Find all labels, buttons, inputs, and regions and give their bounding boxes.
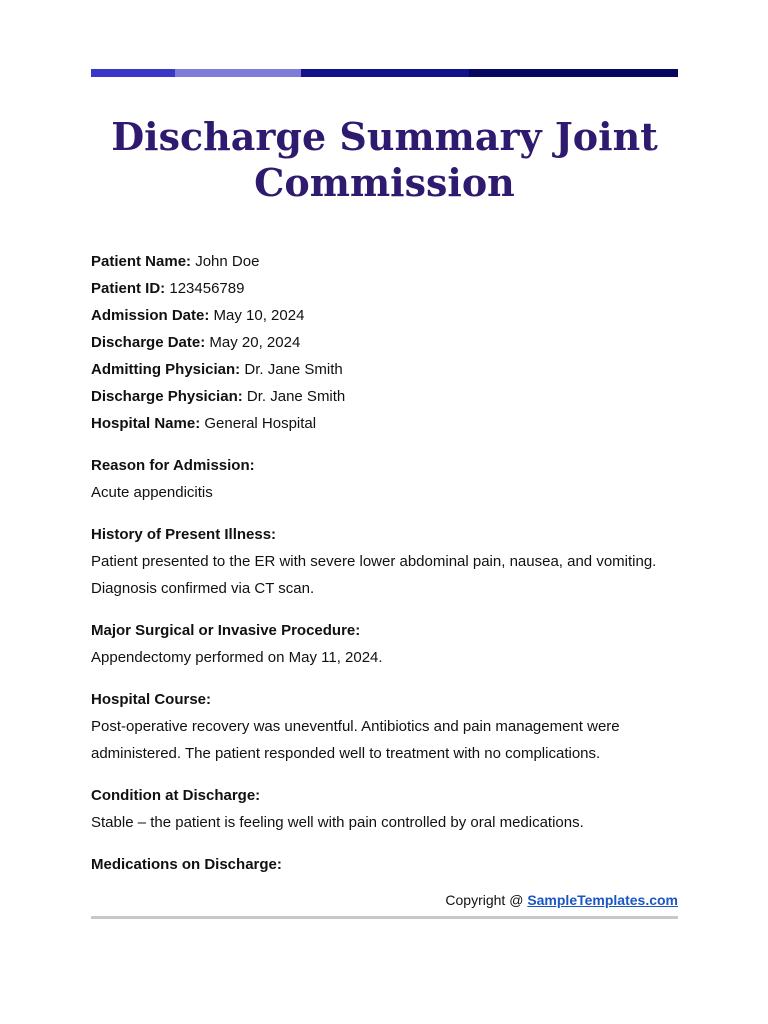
section-heading: Medications on Discharge: bbox=[91, 856, 282, 873]
section-condition-at-discharge bbox=[91, 782, 678, 836]
field-label: Admitting Physician: bbox=[91, 361, 241, 378]
field-discharge-date bbox=[91, 329, 678, 356]
accent-bar-segment-3 bbox=[301, 69, 469, 77]
section-medications-on-discharge bbox=[91, 851, 678, 878]
field-hospital-name bbox=[91, 410, 678, 437]
section-heading: Major Surgical or Invasive Procedure: bbox=[91, 622, 361, 639]
field-value: Dr. Jane Smith bbox=[244, 361, 343, 378]
field-value: 123456789 bbox=[169, 280, 245, 297]
accent-bar-segment-1 bbox=[91, 69, 175, 77]
field-label: Admission Date: bbox=[91, 307, 210, 324]
section-heading: Reason for Admission: bbox=[91, 457, 255, 474]
document-page bbox=[91, 0, 678, 1024]
document-title: Discharge Summary Joint Commission bbox=[111, 114, 658, 205]
footer-copyright bbox=[91, 889, 678, 911]
field-value: May 20, 2024 bbox=[209, 334, 301, 351]
section-heading: Hospital Course: bbox=[91, 691, 212, 708]
field-label: Patient ID: bbox=[91, 280, 166, 297]
document-content bbox=[91, 248, 678, 893]
field-admission-date bbox=[91, 302, 678, 329]
section-major-procedure bbox=[91, 617, 678, 671]
section-heading: History of Present Illness: bbox=[91, 526, 277, 543]
field-value: May 10, 2024 bbox=[213, 307, 305, 324]
field-label: Hospital Name: bbox=[91, 415, 201, 432]
field-admitting-physician bbox=[91, 356, 678, 383]
section-heading: Condition at Discharge: bbox=[91, 787, 261, 804]
field-label: Patient Name: bbox=[91, 253, 192, 270]
sampletemplates-link[interactable]: SampleTemplates.com bbox=[527, 892, 678, 908]
footer-divider bbox=[91, 916, 678, 919]
copyright-text: Copyright @ bbox=[445, 892, 528, 908]
accent-bar-segment-4 bbox=[469, 69, 678, 77]
field-patient-id bbox=[91, 275, 678, 302]
section-body: Acute appendicitis bbox=[91, 484, 213, 501]
field-discharge-physician bbox=[91, 383, 678, 410]
field-label: Discharge Date: bbox=[91, 334, 206, 351]
section-body: Patient presented to the ER with severe lower abdominal pain, nausea, and vomiting. Diagnosis confirmed via CT scan. bbox=[91, 553, 657, 597]
section-history-of-present-illness bbox=[91, 521, 678, 602]
section-body: Post-operative recovery was uneventful. Antibiotics and pain management were administered. The patient responded well to treatment with no complications. bbox=[91, 718, 620, 762]
field-value: John Doe bbox=[195, 253, 260, 270]
section-reason-for-admission bbox=[91, 452, 678, 506]
patient-info-fields bbox=[91, 248, 678, 437]
top-accent-bar bbox=[91, 69, 678, 77]
field-patient-name bbox=[91, 248, 678, 275]
field-label: Discharge Physician: bbox=[91, 388, 243, 405]
accent-bar-segment-2 bbox=[175, 69, 301, 77]
field-value: Dr. Jane Smith bbox=[246, 388, 346, 405]
section-body: Stable – the patient is feeling well with pain controlled by oral medications. bbox=[91, 814, 584, 831]
section-body: Appendectomy performed on May 11, 2024. bbox=[91, 649, 383, 666]
field-value: General Hospital bbox=[204, 415, 317, 432]
section-hospital-course bbox=[91, 686, 678, 767]
